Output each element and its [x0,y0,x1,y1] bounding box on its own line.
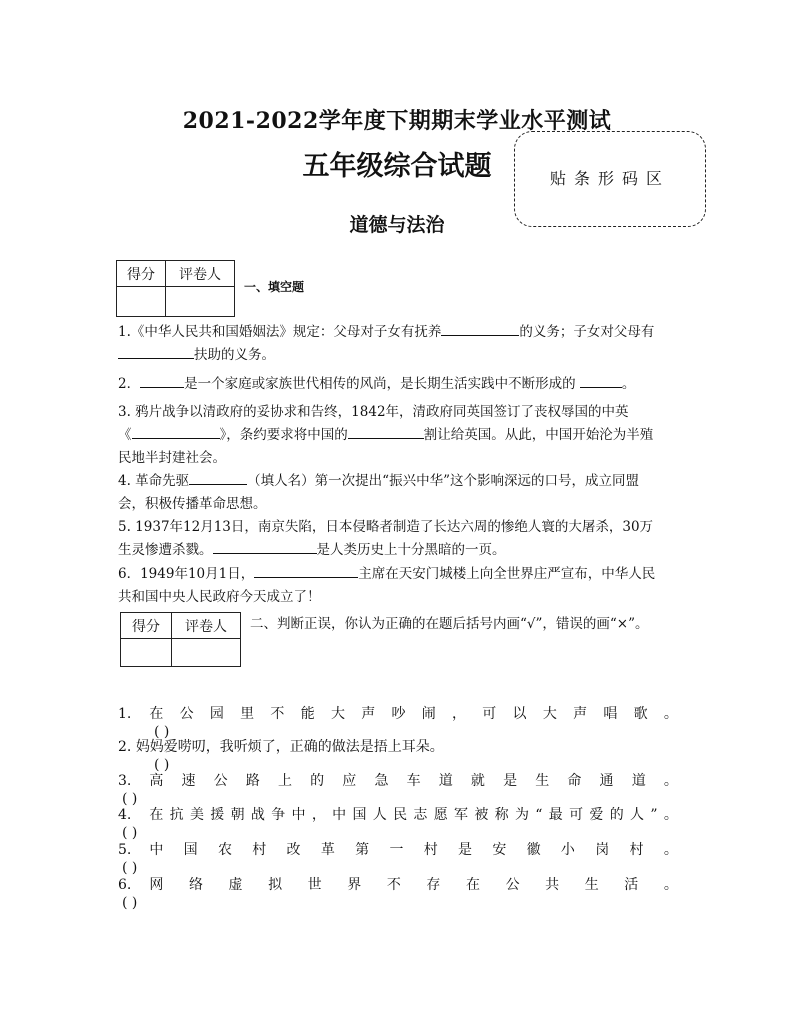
barcode-label: 贴条形码区 [549,169,670,188]
answer-blank[interactable] [118,344,194,359]
judge-item-2 [118,738,678,774]
answer-blank[interactable] [580,373,622,388]
section2-title: 二、判断正误，你认为正确的在题后括号内画“√”，错误的画“×”。 [250,616,649,632]
question-1: 1.《中华人民共和国婚姻法》规定：父母对子女有抚养 的义务；子女对父母有 扶助的义务。 [118,321,678,367]
answer-paren[interactable]: ( ) [122,860,138,876]
subject-title: 道德与法治 [349,214,445,236]
grader-cell[interactable] [166,287,235,317]
question-2: 2． 是一个家庭或家族世代相传的风尚，是长期生活实践中不断形成的 。 [118,373,678,396]
judge-item-6 [118,876,678,912]
judge-text: 6. 网 络 虚 拟 世 界 不 存 在 公 共 生 活 。 [118,877,678,893]
score-cell[interactable] [117,287,166,317]
answer-paren[interactable]: ( ) [154,724,170,740]
answer-paren[interactable]: ( ) [122,895,138,911]
judge-text: 1. 在 公 园 里 不 能 大 声 吵 闹 ， 可 以 大 声 唱 歌 。 [118,706,678,722]
grader-cell[interactable] [172,639,241,667]
score-header: 得分 [121,613,172,639]
answer-paren[interactable]: ( ) [154,757,170,773]
judge-item-4 [118,806,678,842]
answer-blank[interactable] [140,373,184,388]
grader-header: 评卷人 [166,261,235,287]
barcode-area [514,131,706,227]
answer-blank[interactable] [189,470,247,485]
answer-blank[interactable] [254,563,358,578]
score-box-2 [120,612,241,667]
question-5: 5. 1937年12月13日，南京失陷，日本侵略者制造了长达六周的惨绝人寰的大屠杀，30万 生灵惨遭杀戮。 是人类历史上十分黑暗的一页。 [118,519,654,558]
score-cell[interactable] [121,639,172,667]
question-4: 4. 革命先驱 （填人名）第一次提出“振兴中华”这个影响深远的口号，成立同盟 会，积极传播革命思想。 [118,470,678,516]
judge-item-3 [118,772,678,808]
answer-paren[interactable]: ( ) [122,791,138,807]
judge-item-5 [118,841,678,877]
answer-blank[interactable] [132,424,220,439]
answer-blank[interactable] [348,424,424,439]
section1-title: 一、填空题 [244,280,305,294]
score-box-1 [116,260,235,317]
judge-item-1 [118,705,678,741]
exam-subtitle: 五年级综合试题 [302,151,492,182]
answer-blank[interactable] [213,539,317,554]
answer-paren[interactable]: ( ) [122,825,138,841]
grader-header: 评卷人 [172,613,241,639]
judge-text: 2. 妈妈爱唠叨，我听烦了，正确的做法是捂上耳朵。 [118,739,444,755]
exam-title: 2021-2022学年度下期期末学业水平测试 [182,108,612,134]
judge-text: 5. 中 国 农 村 改 革 第 一 村 是 安 徽 小 岗 村 。 [118,842,678,858]
answer-blank[interactable] [441,321,519,336]
question-6: 6．1949年10月1日， 主席在天安门城楼上向全世界庄严宣布，中华人民 共和国中央人民政府今天成立了！ [118,563,678,609]
question-3: 3. 鸦片战争以清政府的妥协求和告终，1842年，清政府同英国签订了丧权辱国的中英 《 》，条约要求将中国的 割让给英国。从此，中国开始沦为半殖 民地半封建社会。 [118,404,654,466]
judge-text: 3. 高 速 公 路 上 的 应 急 车 道 就 是 生 命 通 道 。 [118,773,678,789]
score-header: 得分 [117,261,166,287]
judge-text: 4. 在 抗 美 援 朝 战 争 中 ， 中 国 人 民 志 愿 军 被 称 为 “ 最 可 爱 的 人 ” 。 [118,807,678,823]
